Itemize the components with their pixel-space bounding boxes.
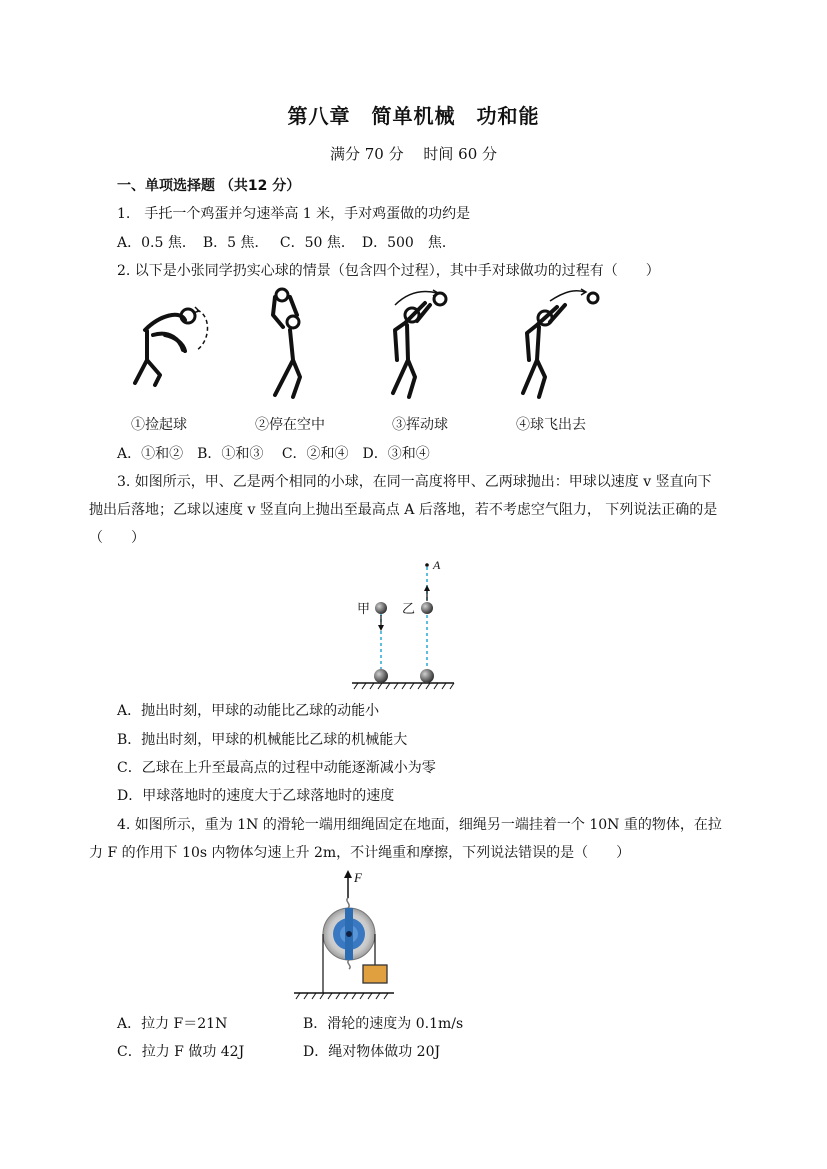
question-2-options: A．①和② B．①和③ C．②和④ D．③和④ (117, 446, 430, 462)
question-3-figure (350, 555, 460, 690)
question-4-line-2: 力 F 的作用下 10s 内物体匀速上升 2m，不计绳重和摩擦，下列说法错误的是（ ） (89, 845, 631, 861)
page-subtitle: 满分 70 分 时间 60 分 (329, 145, 497, 163)
question-2-figure (125, 285, 625, 410)
ball-jia-label: 甲 (357, 602, 371, 617)
stick-figure-swing (393, 290, 446, 397)
stick-figure-hold (273, 289, 300, 397)
section-heading: 一、单项选择题 （共12 分） (117, 178, 301, 194)
question-3-option-c: C．乙球在上升至最高点的过程中动能逐渐减小为零 (117, 760, 436, 776)
question-4-option-d: D．绳对物体做功 20J (303, 1044, 441, 1060)
stick-figure-pickup (135, 307, 208, 385)
stick-figure-throw (523, 289, 598, 397)
question-3-line-1: 3. 如图所示，甲、乙是两个相同的小球，在同一高度将甲、乙两球抛出：甲球以速度 v 竖直向下 (117, 474, 712, 490)
question-4-figure (290, 868, 410, 1003)
force-label: F (354, 870, 362, 885)
question-3-line-2: 抛出后落地；乙球以速度 v 竖直向上抛出至最高点 A 后落地，若不考虑空气阻力， 下列说法正确的是 (89, 502, 718, 518)
question-3-option-b: B．抛出时刻，甲球的机械能比乙球的机械能大 (117, 732, 408, 748)
figure-caption-2: ②停在空中 (255, 417, 325, 433)
figure-caption-1: ①捡起球 (131, 417, 187, 433)
ball-yi-label: 乙 (402, 602, 416, 617)
page-title: 第八章 简单机械 功和能 (287, 104, 540, 128)
question-4-option-a: A．拉力 F＝21N (117, 1016, 228, 1032)
question-1-options: A．0.5 焦． B．5 焦． C．50 焦． D．500 焦． (117, 235, 456, 251)
figure-caption-3: ③挥动球 (392, 417, 448, 433)
point-a-label: A (433, 558, 441, 572)
question-3-option-a: A．抛出时刻，甲球的动能比乙球的动能小 (117, 703, 380, 719)
figure-caption-4: ④球飞出去 (516, 417, 586, 433)
question-1-stem: 1. 手托一个鸡蛋并匀速举高 1 米，手对鸡蛋做的功约是 (117, 206, 471, 222)
question-4-option-b: B．滑轮的速度为 0.1m/s (303, 1016, 464, 1032)
question-3-option-d: D．甲球落地时的速度大于乙球落地时的速度 (117, 788, 395, 804)
question-2-stem: 2. 以下是小张同学扔实心球的情景（包含四个过程），其中手对球做功的过程有（ ） (117, 263, 660, 279)
question-4-line-1: 4. 如图所示，重为 1N 的滑轮一端用细绳固定在地面，细绳另一端挂着一个 10N 重的物体，在拉 (117, 817, 722, 833)
question-3-line-3: （ ） (89, 530, 145, 546)
question-4-option-c: C．拉力 F 做功 42J (117, 1044, 245, 1060)
